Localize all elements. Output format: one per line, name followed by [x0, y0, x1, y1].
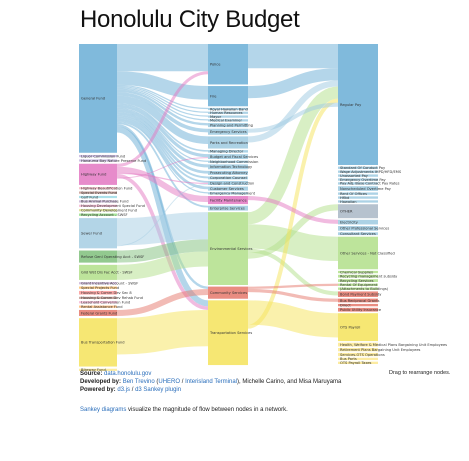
- node-pay-adj-base-contract-pay-rates[interactable]: [338, 182, 400, 186]
- node-grant-incentive-account-swsf[interactable]: [79, 282, 138, 286]
- node-label: Corporation Counsel: [210, 176, 247, 181]
- node-label: Information Technology: [210, 165, 253, 170]
- node-label: Bus Transportation Fund: [81, 340, 125, 345]
- node-label: Special Events Fund: [81, 190, 118, 195]
- node-label: Services-OTS Operations: [340, 352, 385, 357]
- node-label: Emergency Overtime Pay: [340, 177, 386, 182]
- node-label: Glid Wst Dis Fac Acct - SWSF: [81, 270, 133, 275]
- node-label: Public Utility Insurance: [340, 308, 382, 313]
- link-community-services-to-rental-of-equipment: [248, 285, 338, 288]
- node-label: Retirement Plans Bargaining Unit Employees: [340, 347, 421, 352]
- node-label: Nonscheduled Overtime Pay: [340, 186, 391, 191]
- developer-link-ben-trevino[interactable]: Ben Trevino: [122, 379, 155, 385]
- node-housing-development-special-fund[interactable]: [79, 204, 145, 208]
- sankey-diagrams-link[interactable]: Sankey diagrams: [80, 407, 127, 413]
- node-label: Pay Adj. Base Contract Pay Rates: [340, 181, 400, 186]
- node-label: Wage Adjustments IHPD/HFD/EMS: [340, 169, 402, 174]
- node-label: Hflkd: [340, 195, 350, 200]
- node-label: General Fund: [81, 96, 106, 101]
- node-label: Housing & Comm Dev Rehab Fund: [81, 296, 143, 301]
- node-label: Housing Development Special Fund: [81, 204, 145, 209]
- node-label: Highway Beautification Fund: [81, 186, 133, 191]
- link-sewer-fund-to-environmental-services: [117, 226, 208, 232]
- node-label: Bikeway Fund: [81, 368, 106, 373]
- node-facility-maintenance[interactable]: [208, 196, 248, 204]
- node-label: Design and Construction: [210, 181, 255, 186]
- source-label: Source:: [80, 371, 103, 377]
- node-parks-and-recreation[interactable]: [208, 136, 248, 148]
- separator: /: [181, 379, 184, 385]
- close-paren: ): [237, 379, 239, 385]
- node-label: Consultant Services: [340, 232, 376, 237]
- node-label: Other Professional Services: [340, 226, 390, 231]
- node-electricity[interactable]: [338, 220, 378, 225]
- node-housing-comm-dev-rehab-fund[interactable]: [79, 296, 143, 300]
- node-label: Royal Hawaiian Band: [210, 107, 248, 112]
- developed-by-line: [80, 378, 341, 386]
- node-enterprise-services[interactable]: [208, 206, 248, 211]
- node-label: Transportation Services: [210, 331, 253, 335]
- node-label: Special Projects Fund: [81, 285, 120, 290]
- d3-sankey-plugin-link[interactable]: d3 Sankey plugin: [135, 387, 182, 393]
- node-label: (Attachments to Buildings): [340, 286, 389, 291]
- node-label: Emergency Management: [210, 191, 256, 196]
- node-highway-fund[interactable]: [79, 164, 117, 185]
- node-budget-and-fiscal-services[interactable]: [208, 154, 258, 159]
- node-emergency-management[interactable]: [208, 192, 256, 196]
- node-recycling-account-swsf[interactable]: [79, 213, 128, 217]
- node-label: Housing & Comm Dev Sec 8: [81, 291, 132, 296]
- node-label: Budget and Fiscal Services: [210, 154, 259, 159]
- node-direct[interactable]: [338, 303, 378, 307]
- node-transportation-services[interactable]: [208, 300, 252, 365]
- node-label: Other Services - Not Classified: [340, 251, 395, 256]
- node-federal-grants-fund[interactable]: [79, 310, 117, 316]
- node-label: Rental Assistance Fund: [81, 304, 123, 309]
- node-community-development-fund[interactable]: [79, 209, 137, 213]
- link-environmental-services-to-other-services-not-classified: [248, 236, 338, 248]
- node-highway-beautification-fund[interactable]: [79, 187, 132, 191]
- node-label: Recycling Services: [340, 278, 374, 283]
- developer-link-uhero[interactable]: UHERO: [158, 379, 181, 385]
- node-information-technology[interactable]: [208, 164, 253, 169]
- node-label: Environmental Services: [210, 246, 253, 251]
- node-label: Grant Incentive Account - SWSF: [81, 281, 139, 286]
- node-medical-examiner[interactable]: [208, 119, 248, 123]
- source-line: [80, 370, 151, 378]
- node-label: Neighborhood Commission: [210, 160, 259, 165]
- node-rental-assistance-fund[interactable]: [79, 305, 123, 309]
- node-community-services[interactable]: [208, 287, 248, 299]
- node-fire[interactable]: [208, 86, 248, 106]
- node-bond-payment-subsidy[interactable]: [338, 291, 382, 297]
- node-label: Direct: [340, 303, 351, 308]
- separator: /: [131, 387, 134, 393]
- node-label: Liquor Commission Fund: [81, 154, 126, 159]
- node-customer-services[interactable]: [208, 187, 248, 191]
- node-liquor-commission-fund[interactable]: [79, 154, 125, 158]
- node-environmental-services[interactable]: [208, 212, 253, 285]
- d3-link[interactable]: d3.js: [117, 387, 131, 393]
- node-label: Bus Reciprocal Grants: [340, 298, 380, 303]
- node-emergency-services[interactable]: [208, 129, 248, 135]
- node-label: Police: [210, 62, 221, 67]
- node-label: Mayor: [210, 114, 222, 119]
- node-label: Highway Fund: [81, 172, 107, 177]
- node-design-and-construction[interactable]: [208, 181, 254, 185]
- node-ots-payroll-taxes[interactable]: [338, 361, 378, 365]
- node-health-welfare-medical-plans-bargaining-unit-employees[interactable]: [338, 343, 447, 347]
- node-label: Sewer Fund: [81, 231, 102, 236]
- page-title: Honolulu City Budget: [80, 6, 300, 33]
- node-label: Bond Payment Subsidy: [340, 292, 382, 297]
- node-other[interactable]: [338, 204, 378, 218]
- node-label: Community Services: [210, 290, 248, 295]
- node-hanauma-bay-nature-preserve-fund[interactable]: [79, 159, 146, 163]
- node-label: Facility Maintenance: [210, 198, 247, 203]
- node-special-projects-fund[interactable]: [79, 286, 119, 290]
- node-label: OTHER: [340, 209, 353, 214]
- developer-link-interisland-terminal[interactable]: Interisland Terminal: [185, 379, 237, 385]
- node-label: Electricity: [340, 220, 358, 225]
- node-leasehold-conversion-fund[interactable]: [79, 301, 130, 305]
- node-retirement-plans-bargaining-unit-employees[interactable]: [338, 348, 421, 352]
- node-label: Standard Of Conduct Pay: [340, 166, 386, 171]
- node-neighborhood-commission[interactable]: [208, 160, 258, 164]
- node-other-professional-services[interactable]: [338, 226, 389, 231]
- node-consultant-services[interactable]: [338, 232, 378, 236]
- node-planning-and-permitting[interactable]: [208, 123, 253, 127]
- node-special-events-fund[interactable]: [79, 191, 117, 195]
- node-label: Emergency Services: [210, 130, 247, 135]
- node-sewer-fund[interactable]: [79, 218, 117, 248]
- powered-by-label: Powered by:: [80, 387, 116, 393]
- node-label: Health, Welfare & Medical Plans Bargaining Unit Employees: [340, 342, 448, 347]
- node-label: Refuse Genl Operating Acct - SWSF: [81, 254, 145, 259]
- node-label: Enterprise Services: [210, 206, 245, 211]
- node-attachments-to-buildings[interactable]: [338, 287, 389, 291]
- source-link[interactable]: data.honolulu.gov: [104, 371, 152, 377]
- node-label: Recycling management subsidy: [340, 274, 398, 279]
- node-label: Human Resources: [210, 111, 243, 116]
- node-label: Bus Parts: [340, 357, 357, 362]
- node-label: Hawaiian: [340, 199, 357, 204]
- node-golf-fund[interactable]: [79, 195, 117, 199]
- node-label: Planning and Permitting: [210, 123, 254, 128]
- node-label: Bus Animal Purchase Fund: [81, 199, 129, 204]
- developed-by-label: Developed by:: [80, 379, 122, 385]
- node-services-ots-operations[interactable]: [338, 353, 385, 357]
- node-label: Regular Pay: [340, 102, 362, 107]
- node-label: Medical Examiner: [210, 118, 242, 123]
- description-text: visualize the magnitude of flow between nodes in a network.: [126, 407, 288, 413]
- drag-hint: Drag to rearrange nodes.: [389, 370, 451, 376]
- open-paren: (: [156, 379, 159, 385]
- node-label: Leasehold Conversion Fund: [81, 300, 131, 305]
- node-label: Golf Fund: [81, 195, 99, 200]
- node-bus-animal-purchase-fund[interactable]: [79, 200, 129, 204]
- description: [80, 407, 288, 413]
- node-label: Recycling Account - SWSF: [81, 213, 128, 218]
- link-bus-transportation-fund-to-transportation-services: [117, 328, 208, 336]
- node-label: OTS Payroll Taxes: [340, 361, 372, 366]
- node-label: Chemical Supplies: [340, 270, 374, 275]
- node-regular-pay[interactable]: [338, 44, 378, 165]
- node-label: Unassorted Pay: [340, 173, 368, 178]
- node-label: Parks and Recreation: [210, 140, 248, 145]
- node-nonscheduled-overtime-pay[interactable]: [338, 186, 392, 191]
- node-ots-payroll[interactable]: [338, 313, 378, 341]
- node-label: Community Development Fund: [81, 208, 137, 213]
- node-label: Fire: [210, 94, 217, 99]
- developers-rest: , Michelle Carino, and Misa Maruyama: [239, 379, 342, 385]
- node-hawaiian[interactable]: [338, 200, 378, 204]
- node-label: Managing Director: [210, 149, 244, 154]
- node-label: OTS Payroll: [340, 325, 361, 330]
- node-prosecuting-attorney[interactable]: [208, 171, 248, 175]
- node-label: Rent Of Offices: [340, 191, 367, 196]
- node-other-services-not-classified[interactable]: [338, 237, 395, 270]
- node-corporation-counsel[interactable]: [208, 176, 248, 180]
- node-public-utility-insurance[interactable]: [338, 308, 382, 312]
- node-label: Customer Services: [210, 186, 244, 191]
- powered-by-line: [80, 386, 181, 394]
- node-label: Prosecuting Attorney: [210, 171, 248, 176]
- node-bus-reciprocal-grants[interactable]: [338, 299, 380, 303]
- node-police[interactable]: [208, 44, 248, 84]
- node-label: Rental Of Equipment: [340, 283, 378, 288]
- node-label: Hanauma Bay Nature Preserve Fund: [81, 158, 147, 163]
- node-managing-director[interactable]: [208, 150, 248, 154]
- node-label: Federal Grants Fund: [81, 311, 118, 316]
- node-general-fund[interactable]: [79, 44, 117, 153]
- node-housing-comm-dev-sec-8[interactable]: [79, 291, 132, 295]
